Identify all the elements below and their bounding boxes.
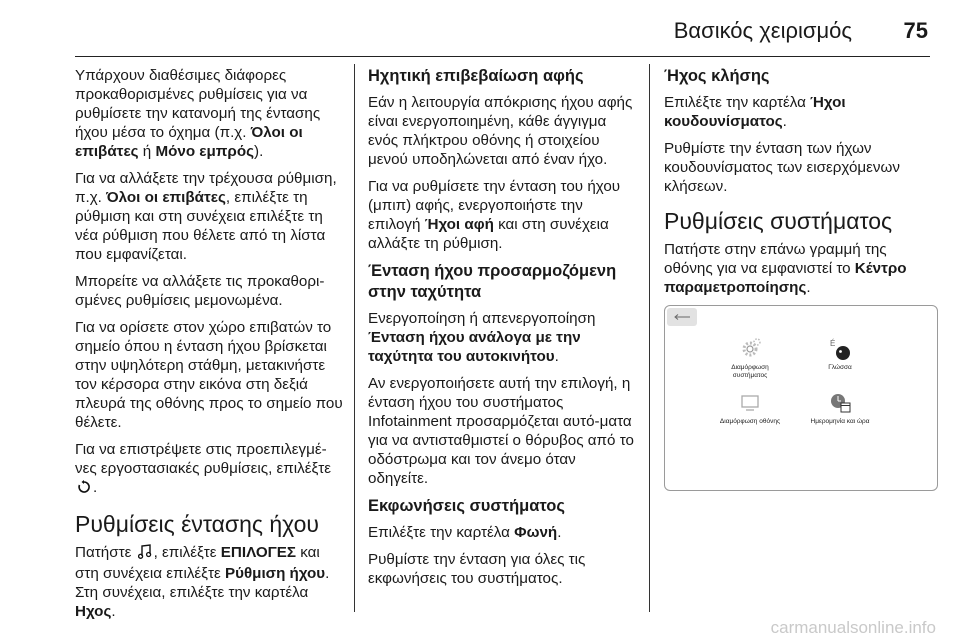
- paragraph: Μπορείτε να αλλάξετε τις προκαθορι-σμένες ρυθμίσεις μεμονωμένα.: [75, 273, 325, 309]
- paragraph: Επιλέξτε την καρτέλα Φωνή.: [368, 524, 562, 541]
- page-header: [0, 16, 960, 56]
- section-heading: Ρυθμίσεις έντασης ήχου: [75, 511, 319, 537]
- paragraph: Πατήστε στην επάνω γραμμή της οθόνης για να εμφανιστεί το Κέντρο παραμετροποίησης.: [664, 241, 907, 296]
- back-arrow-icon: [674, 314, 690, 320]
- paragraph: Επιλέξτε την καρτέλα Ήχοι κουδουνίσματος.: [664, 94, 846, 130]
- header-divider: [75, 56, 930, 57]
- paragraph: Πατήστε , επιλέξτε ΕΠΙΛΟΓΕΣ και στη συνέχεια επιλέξτε Ρύθμιση ήχου. Στη συνέχεια, επιλέξτε την καρτέλα Ηχος.: [75, 544, 330, 620]
- paragraph: Για να επιστρέψετε στις προεπιλεγμέ-νες εργοστασιακές ρυθμίσεις, επιλέξτε .: [75, 440, 343, 499]
- column-divider: [354, 64, 355, 612]
- svg-text:É: É: [830, 339, 836, 348]
- page-number: 75: [903, 18, 928, 43]
- paragraph: Ενεργοποίηση ή απενεργοποίηση Ένταση ήχου ανάλογα με την ταχύτητα του αυτοκινήτου.: [368, 310, 596, 365]
- subsection-heading: Ηχητική επιβεβαίωση αφής: [368, 67, 584, 85]
- paragraph: Για να αλλάξετε την τρέχουσα ρύθμιση, π.χ. Όλοι οι επιβάτες, επιλέξτε τη ρύθμιση και στη συνέχεια επιλέξτε τη νέα ρύθμιση που θέλετε από τη λίστα που εμφανίζεται.: [75, 170, 337, 263]
- section-title: Βασικός χειρισμός: [673, 18, 852, 43]
- music-note-icon: [138, 544, 152, 564]
- watermark: carmanualsonline.info: [770, 618, 936, 637]
- paragraph: Εάν η λειτουργία απόκρισης ήχου αφής είναι ενεργοποιημένη, κάθε άγγιγμα ενός πλήκτρου οθόνης ή στοιχείου μενού υποδηλώνεται από έναν ήχο.: [368, 94, 633, 168]
- column-1: [75, 66, 343, 629]
- column-3: [664, 66, 934, 491]
- language-icon: [805, 336, 875, 362]
- paragraph: Αν ενεργοποιήσετε αυτή την επιλογή, η ένταση ήχου του συστήματος Infotainment προσαρμόζεται αυτό-ματα για να αντισταθμιστεί ο θόρυβος από το οδόστρωμα και τον άνεμο όταν οδηγείτε.: [368, 375, 634, 487]
- section-heading: Ρυθμίσεις συστήματος: [664, 208, 893, 234]
- clock-calendar-icon: [805, 390, 875, 416]
- back-button[interactable]: [667, 308, 697, 326]
- paragraph: Υπάρχουν διαθέσιμες διάφορες προκαθορισμένες ρυθμίσεις για να ρυθμίσετε την κατανομή της έντασης ήχου μέσα το όχημα (π.χ. Όλοι οι επιβάτες ή Μόνο εμπρός).: [75, 67, 321, 160]
- paragraph: Ρυθμίστε την ένταση για όλες τις εκφωνήσεις του συστήματος.: [368, 551, 586, 587]
- column-divider: [649, 64, 650, 612]
- paragraph: Για να ορίσετε στον χώρο επιβατών το σημείο όπου η ένταση ήχου βρίσκεται στην υψηλότερη στάθμη, μετακινήστε τον κέρσορα στην εικόνα στη δεξιά πλευρά της οθόνης προς το σημείο που θέλετε.: [75, 319, 343, 431]
- reset-icon: [77, 480, 91, 499]
- tile-language[interactable]: É Γλώσσα: [805, 336, 875, 372]
- tile-date-time[interactable]: Ημερομηνία και ώρα: [805, 390, 875, 426]
- tile-system-config[interactable]: Διαμόρφωση συστήματος: [715, 336, 785, 380]
- subsection-heading: Ένταση ήχου προσαρμοζόμενη στην ταχύτητα: [368, 262, 617, 301]
- display-icon: [715, 390, 785, 416]
- settings-screen-illustration: [664, 305, 938, 491]
- subsection-heading: Εκφωνήσεις συστήματος: [368, 497, 565, 515]
- tile-display-config[interactable]: Διαμόρφωση οθόνης: [715, 390, 785, 426]
- column-2: [368, 66, 638, 596]
- gear-icon: [715, 336, 785, 362]
- subsection-heading: Ήχος κλήσης: [664, 67, 770, 85]
- paragraph: Ρυθμίστε την ένταση των ήχων κουδουνίσματος των εισερχόμενων κλήσεων.: [664, 140, 900, 195]
- paragraph: Για να ρυθμίσετε την ένταση του ήχου (μπιπ) αφής, ενεργοποιήστε την επιλογή Ήχοι αφή και στη συνέχεια αλλάξτε τη ρύθμιση.: [368, 178, 621, 252]
